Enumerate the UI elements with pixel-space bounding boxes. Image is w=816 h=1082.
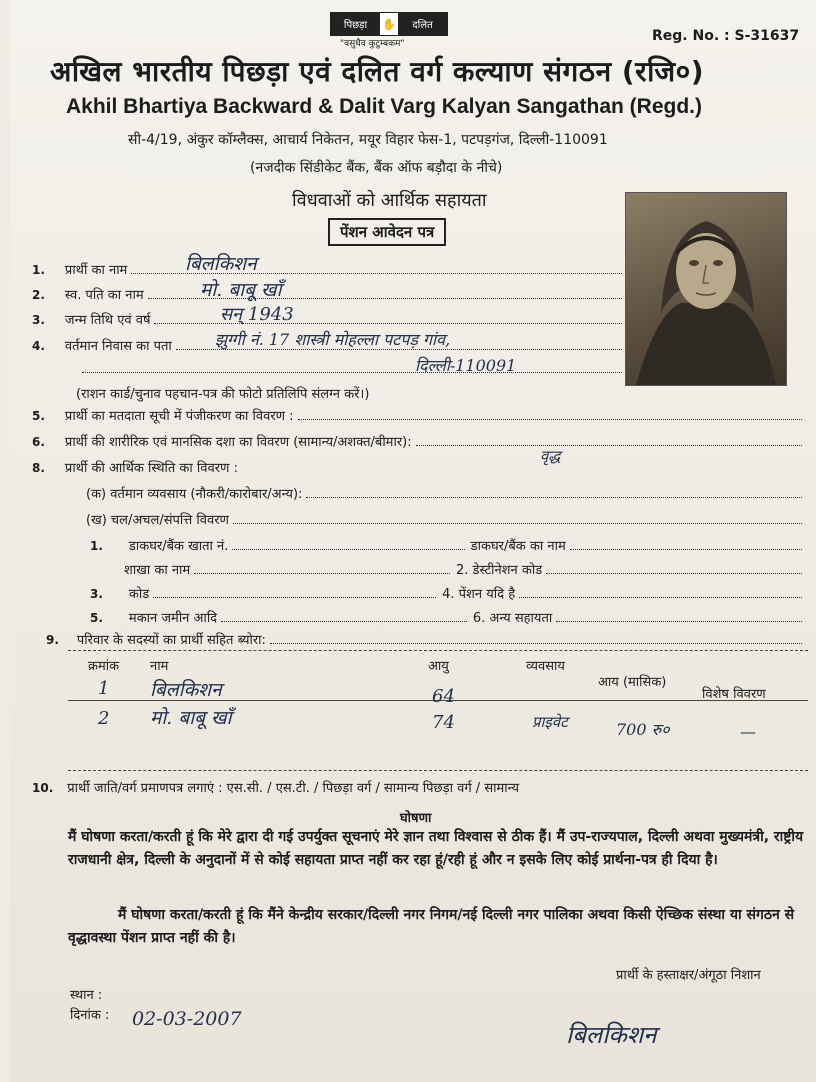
table-bottom-rule <box>68 770 808 771</box>
field-number: 1. <box>32 263 45 277</box>
field-label: प्रार्थी की शारीरिक एवं मानसिक दशा का विवरण (सामान्य/अशक्त/बीमार): <box>64 435 412 450</box>
field-number: 9. <box>46 633 59 647</box>
fill-line <box>546 563 802 574</box>
field-label: कोड <box>128 587 150 602</box>
place-label: स्थान : <box>70 988 103 1003</box>
row-age: 74 <box>432 712 455 733</box>
fill-line <box>570 539 802 550</box>
logo-left-text: पिछड़ा <box>331 13 380 35</box>
org-title-english: Akhil Bhartiya Backward & Dalit Varg Kalyan Sangathan (Regd.) <box>66 95 702 118</box>
field-label: प्रार्थी की आर्थिक स्थिति का विवरण : <box>64 461 238 476</box>
field-occupation <box>86 484 802 502</box>
field-husband-name <box>32 285 622 303</box>
field-voter-registration <box>32 406 802 424</box>
field-number: 8. <box>32 461 45 475</box>
table-header-age: आयु <box>428 659 449 674</box>
field-number: 1. <box>90 539 103 553</box>
row-income: 700 रु० <box>616 720 670 739</box>
declaration-paragraph-1: मैं घोषणा करता/करती हूं कि मेरे द्वारा दी गई उपर्युक्त सूचनाएं मेरे ज्ञान तथा विश्वास से ठीक हैं। मैं उप-राज्यपाल, दिल्ली अथवा मुख्यमंत्री, राष्ट्रीय राजधानी क्षेत्र, दिल्ली के अनुदानों में से कोई सहायता प्राप्त नहीं कर रहा हूं/रही हूं और न इसके लिए कोई प्रार्थना-पत्र ही दिया है। <box>68 829 804 868</box>
form-title: पेंशन आवेदन पत्र <box>328 218 446 246</box>
field-number: 6. <box>32 435 45 449</box>
signature-label: प्रार्थी के हस्ताक्षर/अंगूठा निशान <box>616 968 761 983</box>
row-occupation: प्राइवेट <box>532 713 568 731</box>
applicant-photo <box>625 192 787 386</box>
field-number: 5. <box>90 611 103 625</box>
row-name: बिलकिशन <box>150 679 222 701</box>
address-value-line-2: दिल्ली-110091 <box>415 356 517 375</box>
table-header-remarks: विशेष विवरण <box>702 687 766 702</box>
ration-card-note: (राशन कार्ड/चुनाव पहचान-पत्र की फोटो प्रतिलिपि संलग्न करें।) <box>76 387 370 402</box>
form-page <box>10 0 816 1082</box>
fill-line <box>221 611 467 622</box>
address-line-2: (नजदीक सिंडीकेट बैंक, बैंक ऑफ बड़ौदा के नीचे) <box>250 160 503 176</box>
field-economic-status <box>32 458 532 476</box>
fill-line <box>194 563 450 574</box>
field-label: डाकघर/बैंक खाता नं. <box>128 539 229 554</box>
address-value-line-1: झुग्गी नं. 17 शास्त्री मोहल्ला पटपड़ गांव, <box>215 330 451 349</box>
field-label: (क) वर्तमान व्यवसाय (नौकरी/कारोबार/अन्य): <box>86 487 303 502</box>
table-top-rule <box>68 650 808 651</box>
field-label: शाखा का नाम <box>124 563 191 578</box>
field-number: 2. <box>32 288 45 302</box>
health-condition-value: वृद्ध <box>540 447 561 465</box>
fill-line <box>298 409 802 420</box>
field-label: प्रार्थी का मतदाता सूची में पंजीकरण का विवरण : <box>64 409 294 424</box>
declaration-paragraph-2: मैं घोषणा करता/करती हूं कि मैंने केन्द्रीय सरकार/दिल्ली नगर निगम/नई दिल्ली नगर पालिका अथवा किसी ऐच्छिक संस्था या संगठन से वृद्धावस्था पेंशन प्राप्त नहीं की है। <box>68 907 795 946</box>
handshake-icon: ✋ <box>380 13 398 35</box>
org-title-hindi: अखिल भारतीय पिछड़ा एवं दलित वर्ग कल्याण संगठन (रजि०) <box>50 55 704 88</box>
field-number: 5. <box>32 409 45 423</box>
fill-line <box>416 435 802 446</box>
declaration-heading: घोषणा <box>400 811 432 826</box>
fill-line <box>153 587 436 598</box>
portrait-image <box>626 193 786 385</box>
address-second-line <box>78 362 622 373</box>
field-label: 2. डेस्टीनेशन कोड <box>456 563 543 578</box>
fill-line <box>519 587 802 598</box>
field-house-land <box>90 608 802 626</box>
row-remarks: — <box>740 722 756 741</box>
field-caste-certificate <box>32 778 812 796</box>
field-label: डाकघर/बैंक का नाम <box>470 539 566 554</box>
row-age: 64 <box>432 686 455 707</box>
field-birth-year <box>32 310 622 328</box>
field-label: प्रार्थी जाति/वर्ग प्रमाणपत्र लगाएं : एस.सी. / एस.टी. / पिछड़ा वर्ग / सामान्य पिछड़ा वर्ग / सामान्य <box>67 781 519 796</box>
fill-line <box>270 633 802 644</box>
field-label: वर्तमान निवास का पता <box>64 339 172 354</box>
fill-line <box>306 487 802 498</box>
row-name: मो. बाबू खाँ <box>150 707 232 729</box>
table-header-income: आय (मासिक) <box>598 675 667 690</box>
field-label: जन्म तिथि एवं वर्ष <box>64 313 151 328</box>
applicant-signature: बिलकिशन <box>566 1021 657 1049</box>
field-applicant-name <box>32 260 622 278</box>
field-number: 4. <box>32 339 45 353</box>
row-sno: 1 <box>98 678 110 699</box>
field-code <box>90 584 802 602</box>
fill-line <box>556 611 802 622</box>
field-number: 3. <box>90 587 103 601</box>
form-subtitle: विधवाओं को आर्थिक सहायता <box>292 190 487 211</box>
tagline: "वसुधैव कुटुम्बकम" <box>340 39 405 49</box>
field-label: मकान जमीन आदि <box>128 611 218 626</box>
field-label: 4. पेंशन यदि है <box>442 587 516 602</box>
fill-line <box>232 539 464 550</box>
field-bank-account <box>90 536 802 554</box>
date-value: 02-03-2007 <box>132 1008 242 1030</box>
birth-year-value: सन् 1943 <box>220 304 294 325</box>
field-label: स्व. पति का नाम <box>64 288 144 303</box>
field-health-condition <box>32 432 802 450</box>
logo-right-text: दलित <box>398 13 447 35</box>
table-header-sno: क्रमांक <box>88 659 120 674</box>
field-label: प्रार्थी का नाम <box>64 263 128 278</box>
table-header-name: नाम <box>150 659 169 674</box>
fill-line <box>233 513 802 524</box>
applicant-name-value: बिलकिशन <box>185 253 257 275</box>
field-label: परिवार के सदस्यों का प्रार्थी सहित ब्योरा: <box>76 633 266 648</box>
fill-line <box>82 362 622 373</box>
field-number: 10. <box>32 781 54 795</box>
field-number: 3. <box>32 313 45 327</box>
husband-name-value: मो. बाबू खाँ <box>200 279 282 301</box>
field-label: 6. अन्य सहायता <box>472 611 553 626</box>
org-logo <box>330 12 448 36</box>
registration-number: Reg. No. : S-31637 <box>652 28 800 44</box>
table-header-occupation: व्यवसाय <box>526 659 565 674</box>
row-sno: 2 <box>98 708 110 729</box>
field-family-details <box>46 630 802 648</box>
address-line-1: सी-4/19, अंकुर कॉम्लैक्स, आचार्य निकेतन, मयूर विहार फेस-1, पटपड़गंज, दिल्ली-110091 <box>128 132 608 148</box>
field-label: (ख) चल/अचल/संपत्ति विवरण <box>86 513 229 528</box>
field-property <box>86 510 802 528</box>
date-label: दिनांक : <box>70 1008 110 1023</box>
field-branch <box>124 560 802 578</box>
